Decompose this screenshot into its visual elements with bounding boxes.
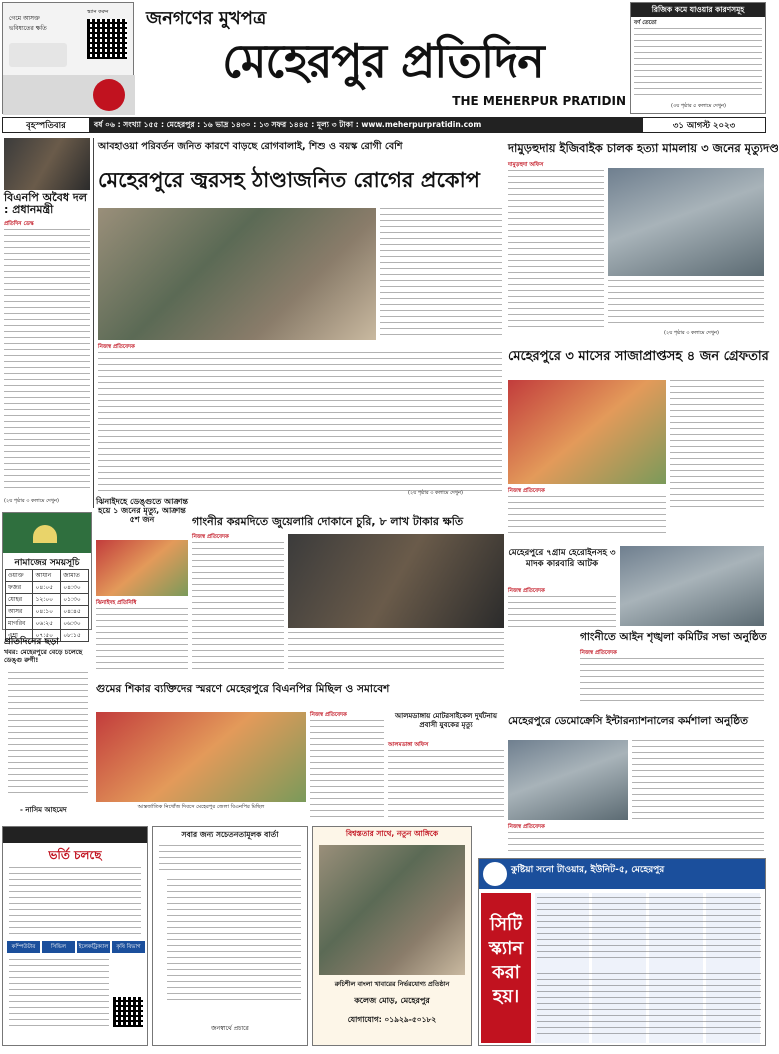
english-title: THE MEHERPUR PRATIDIN	[452, 94, 626, 108]
left-ad-line3: স্ক্যান করুন	[87, 9, 109, 15]
prayer-cell: আসর	[6, 606, 33, 618]
prayer-header-cell: ওয়াক্ত	[6, 570, 33, 582]
prayer-cell: ০৪:৩০	[61, 582, 89, 594]
dengue-byline: ঝিনাইদহ প্রতিনিধি	[96, 600, 137, 606]
bnp-body	[310, 720, 384, 818]
prayer-cell: ফজর	[6, 582, 33, 594]
arrest-headline: মেহেরপুরে ৩ মাসের সাজাপ্রাপ্তসহ ৪ জন গ্রেফতার	[508, 349, 769, 364]
jewelry-body-left	[192, 542, 284, 670]
prayer-header-cell: আযান	[33, 570, 61, 582]
heroin-headline: মেহেরপুরে ৭গ্রাম হেরোইনসহ ৩ মাদক কারবারি আটক	[508, 548, 616, 569]
awareness-list	[167, 879, 301, 1003]
hotel-address: কলেজ মোড়, মেহেরপুর	[354, 996, 430, 1005]
prayer-cell: ০৮:১৫	[61, 630, 89, 642]
democracy-body-right	[632, 740, 764, 820]
left-ad-image	[3, 75, 135, 115]
left-ad-text-2	[9, 959, 109, 1029]
prayer-row	[6, 606, 89, 618]
motorcycle-body	[388, 750, 504, 818]
poem-body	[8, 672, 88, 798]
hotel-title: বিশ্বস্ততার সাথে, নতুন আঙ্গিকে	[345, 829, 439, 838]
prayer-title: নামাজের সময়সূচি	[14, 558, 80, 568]
pm-byline: প্রতিদিন ডেস্ক	[4, 221, 34, 227]
day-label: বৃহস্পতিবার	[2, 117, 90, 133]
pm-photo	[4, 138, 90, 190]
right-box-title: রিজিক কমে যাওয়ার কারণসমূহ	[631, 3, 765, 17]
column-separator	[93, 138, 94, 508]
democracy-photo	[508, 740, 628, 820]
motorcycle-byline: আলমডাঙ্গা অফিস	[388, 742, 429, 748]
jewelry-photo	[288, 534, 504, 628]
dateline-bar	[2, 117, 766, 133]
prayer-cell: ০৪:৪৫	[61, 606, 89, 618]
arrest-body	[508, 496, 666, 536]
right-box-label: বর্ণ তেতো	[634, 20, 657, 26]
lead-photo	[98, 208, 376, 340]
left-ad-box	[2, 2, 134, 114]
left-ad-tag: ইলেকট্রিক্যাল	[77, 941, 110, 953]
prayer-row	[6, 618, 89, 630]
poem-title: প্রতিদিনের ছড়া	[4, 637, 59, 647]
murder-photo	[608, 168, 764, 276]
prayer-cell: ০৪:০৫	[33, 582, 61, 594]
prayer-header-cell: জামাত	[61, 570, 89, 582]
bnp-caption: আন্তর্জাতিক নিখোঁজ দিবসে মেহেরপুর জেলা বিএনপির মিছিল	[137, 804, 265, 810]
left-ad-tag: কৃষি বিভাগ	[112, 941, 145, 953]
awareness-title: সবার জন্য সচেতনতামূলক বার্তা	[181, 830, 279, 839]
democracy-headline: মেহেরপুরে ডেমোক্রেসি ইন্টারন্যাশনালের কর্মশালা অনুষ্ঠিত	[508, 715, 748, 727]
doctor-list-row-1	[537, 897, 761, 961]
lead-byline: নিজস্ব প্রতিবেদক	[98, 344, 135, 350]
date-label: ৩১ আগস্ট ২০২৩	[642, 117, 766, 133]
prayer-table	[5, 569, 89, 642]
jewelry-byline: নিজস্ব প্রতিবেদক	[192, 534, 229, 540]
clinic-side-label: সিটি স্ক্যান করা হয়।	[481, 893, 531, 1043]
left-ad-header	[3, 827, 147, 843]
dengue-photo	[96, 540, 188, 596]
prayer-cell: এশা	[6, 630, 33, 642]
arrest-byline: নিজস্ব প্রতিবেদক	[508, 488, 545, 494]
doctor-list-row-2	[537, 973, 761, 1037]
arrest-body-right	[670, 380, 764, 510]
prayer-cell: মাগরিব	[6, 618, 33, 630]
red-circle-icon	[93, 79, 125, 111]
clinic-logo-icon	[483, 862, 507, 886]
pm-body	[4, 229, 90, 493]
tagline: জনগণের মুখপত্র	[146, 8, 267, 29]
poem-subtitle: খবর: মেহেরপুরে বেড়ে চলেছে ডেঙ্গু রুগী!	[4, 648, 83, 664]
murder-body-left	[508, 170, 604, 328]
awareness-footer: জনস্বার্থে প্রচারে	[211, 1025, 249, 1032]
prayer-row	[6, 582, 89, 594]
democracy-body	[508, 832, 764, 852]
left-ad-line2: ভবিষ্যতের ক্ষতি	[9, 25, 47, 32]
mosque-icon	[33, 525, 57, 543]
hotel-name: রুচিশীল বাংলা খাবারের নির্ভরযোগ্য প্রতিষ্ঠান	[334, 980, 450, 988]
hotel-photo	[319, 845, 465, 975]
clinic-header	[479, 859, 765, 889]
qr-code-icon	[87, 19, 127, 59]
motorcycle-headline: আলমডাঙ্গায় মোটরসাইকেল দুর্ঘটনায় প্রবাসী যুবকের মৃত্যু	[395, 712, 497, 729]
gangni-body	[580, 658, 764, 706]
heroin-byline: নিজস্ব প্রতিবেদক	[508, 588, 545, 594]
bnp-rally-headline: গুমের শিকার ব্যক্তিদের স্মরণে মেহেরপুরে বিএনপির মিছিল ও সমাবেশ	[96, 683, 390, 695]
bnp-byline: নিজস্ব প্রতিবেদক	[310, 712, 347, 718]
dengue-body	[96, 608, 188, 670]
lead-more: (২য় পৃষ্ঠার ৩ কলামে দেখুন)	[408, 490, 463, 496]
weather-kicker: আবহাওয়া পরিবর্তন জনিত কারণে বাড়ছে রোগবালাই, শিশু ও বয়স্ক রোগী বেশি	[98, 141, 403, 152]
pm-more: (২য় পৃষ্ঠার ৩ কলামে দেখুন)	[4, 498, 59, 504]
murder-byline: দামুড়হুদা অফিস	[508, 162, 544, 168]
lead-headline: মেহেরপুরে জ্বরসহ ঠাণ্ডাজনিত রোগের প্রকোপ	[98, 168, 480, 192]
hotel-phone: যোগাযোগ: ০১৯২৯-৫০১৮২	[347, 1015, 437, 1024]
murder-more: (২য় পৃষ্ঠার ৩ কলামে দেখুন)	[664, 330, 719, 336]
prayer-cell: ০৭:৫০	[33, 630, 61, 642]
left-ad-text	[9, 867, 141, 937]
arrest-photo	[508, 380, 666, 484]
clinic-title: কুষ্টিয়া সনো টাওয়ার, ইউনিট-৫, মেহেরপুর	[511, 865, 665, 875]
right-box	[630, 2, 766, 114]
issue-info: বর্ষ ০৬ : সংখ্যা ১৫৫ : মেহেরপুর : ১৬ ভাদ্র ১৪৩০ : ১৩ সফর ১৪৪৫ : মূল্য ৩ টাকা : www.meherpurpratidin.com	[94, 120, 482, 129]
jewelry-body	[288, 632, 504, 670]
prayer-cell: যোহর	[6, 594, 33, 606]
lead-body-right	[380, 208, 502, 340]
gangni-headline: গাংনীতে আইন শৃঙ্খলা কমিটির সভা অনুষ্ঠিত	[580, 631, 767, 643]
gangni-photo	[620, 546, 764, 626]
left-ad-tags	[7, 941, 145, 953]
jewelry-headline: গাংনীর করমদিতে জুয়েলারি দোকানে চুরি, ৮ লাখ টাকার ক্ষতি	[192, 515, 464, 528]
newspaper-title: মেহেরপুর প্রতিদিন	[222, 34, 544, 88]
left-ad-title: ভর্তি চলছে	[48, 848, 102, 862]
awareness-ad	[152, 826, 308, 1046]
left-ad-line1: গেমে আসক্ত	[9, 15, 40, 22]
prayer-box	[2, 512, 92, 639]
masthead	[140, 2, 626, 114]
gangni-byline: নিজস্ব প্রতিবেদক	[580, 650, 617, 656]
prayer-header-row	[6, 570, 89, 582]
murder-body-right	[608, 280, 764, 328]
prayer-cell: ১২:০০	[33, 594, 61, 606]
left-bottom-ad	[2, 826, 148, 1046]
heroin-body	[508, 596, 616, 630]
dengue-headline: ঝিনাইদহে ডেঙ্গুতে আক্রান্ত হয়ে ১ জনের মৃত্যু, আক্রান্ত ৫শ জন	[96, 497, 188, 524]
qr-code-icon	[113, 997, 143, 1027]
left-ad-tag: সিভিল	[42, 941, 75, 953]
murder-headline: দামুড়হুদায় ইজিবাইক চালক হত্যা মামলায় ৩ জনের মৃত্যুদণ্ড	[508, 141, 779, 155]
mosque-graphic	[3, 513, 91, 553]
prayer-row	[6, 594, 89, 606]
right-box-text	[634, 28, 762, 98]
poem-author: - নাসিম আহমেদ	[20, 806, 67, 814]
lead-body	[98, 352, 502, 492]
democracy-byline: নিজস্ব প্রতিবেদক	[508, 824, 545, 830]
doctor-grid	[535, 893, 763, 1043]
pm-headline: বিএনপি অবৈধ দল : প্রধানমন্ত্রী	[4, 191, 87, 217]
bnp-photo	[96, 712, 306, 802]
prayer-cell: ০৬:৩০	[61, 618, 89, 630]
right-box-more: (৩য় পৃষ্ঠার ৫ কলামে দেখুন)	[671, 103, 726, 109]
game-ad-graphic	[9, 43, 67, 67]
prayer-cell: ০১:৩০	[61, 594, 89, 606]
awareness-intro	[159, 845, 301, 871]
prayer-cell: ০৪:১০	[33, 606, 61, 618]
clinic-ad	[478, 858, 766, 1046]
left-ad-tag: কম্পিউটার	[7, 941, 40, 953]
hotel-ad	[312, 826, 472, 1046]
prayer-cell: ০৬:২৫	[33, 618, 61, 630]
